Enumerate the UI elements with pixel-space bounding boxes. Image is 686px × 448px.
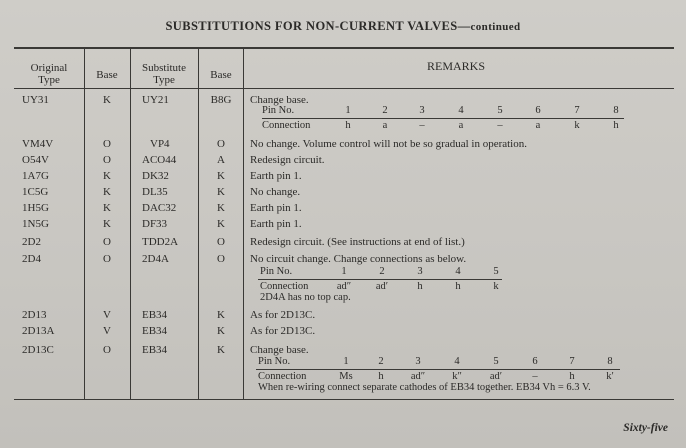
header-remarks: REMARKS [426,59,485,73]
table-top-rule [14,47,674,49]
page-number-footer: Sixty-five [623,422,668,434]
pin-table-uy31: Pin No. Connection 1 2 3 4 5 6 7 8 h a – a – a k h [262,105,632,133]
header-original-type: Original Type [30,62,68,86]
header-base-substitute: Base [210,69,232,81]
header-substitute-type: Substitute Type [141,62,186,86]
page-title: SUBSTITUTIONS FOR NON-CURRENT VALVES—continued [165,19,521,33]
column-divider [198,48,199,400]
column-divider [84,48,85,400]
column-divider [130,48,131,400]
column-divider [243,48,244,400]
header-bottom-rule [14,88,674,89]
document-page: SUBSTITUTIONS FOR NON-CURRENT VALVES—continued Original Type Base Substitute Type Base REMARKS UY31 K UY21 B8G Change base. Pin No. Connection 1 2 3 4 5 6 7 8 h a – a – a k h VM4V O VP4 O No change. Volume control will not be so gradual in operation. O54V O ACO44 A Redesign circuit. 1A7G K DK32 K Earth pin 1. 1C5G K DL35 K No change. 1H5G K DAC32 K Earth pin 1. 1N5G K DF33 K Earth pin 1. 2D2 O TDD2A O Redesign circuit. (See instructions at end of list.) 2D4 O 2D4A O No circuit change. Change connections as below. Pin No. Connection 1 2 3 4 5 ad″ ad′ h h k 2D4A has no top cap. 2D13 V EB34 K As for 2D13C. 2D13A V EB34 K As for 2D13C. 2D13C O EB34 K Change base. Pin No. Connection 1 2 3 4 5 6 7 8 Ms h ad″ k″ ad′ – h k′ When re-wiring connect separate cathodes of EB34 together. EB34 Vh = 6.3 V. Sixty-five [0,0,686,448]
header-base: Base [96,69,118,81]
pin-table-2d4: Pin No. Connection 1 2 3 4 5 ad″ ad′ h h k 2D4A has no top cap. [258,266,518,306]
table-bottom-rule [14,399,674,400]
pin-table-2d13c: Pin No. Connection 1 2 3 4 5 6 7 8 Ms h ad″ k″ ad′ – h k′ When re-wiring connect separate cathodes of EB34 together. EB34 Vh = 6.3 V. [256,356,672,396]
